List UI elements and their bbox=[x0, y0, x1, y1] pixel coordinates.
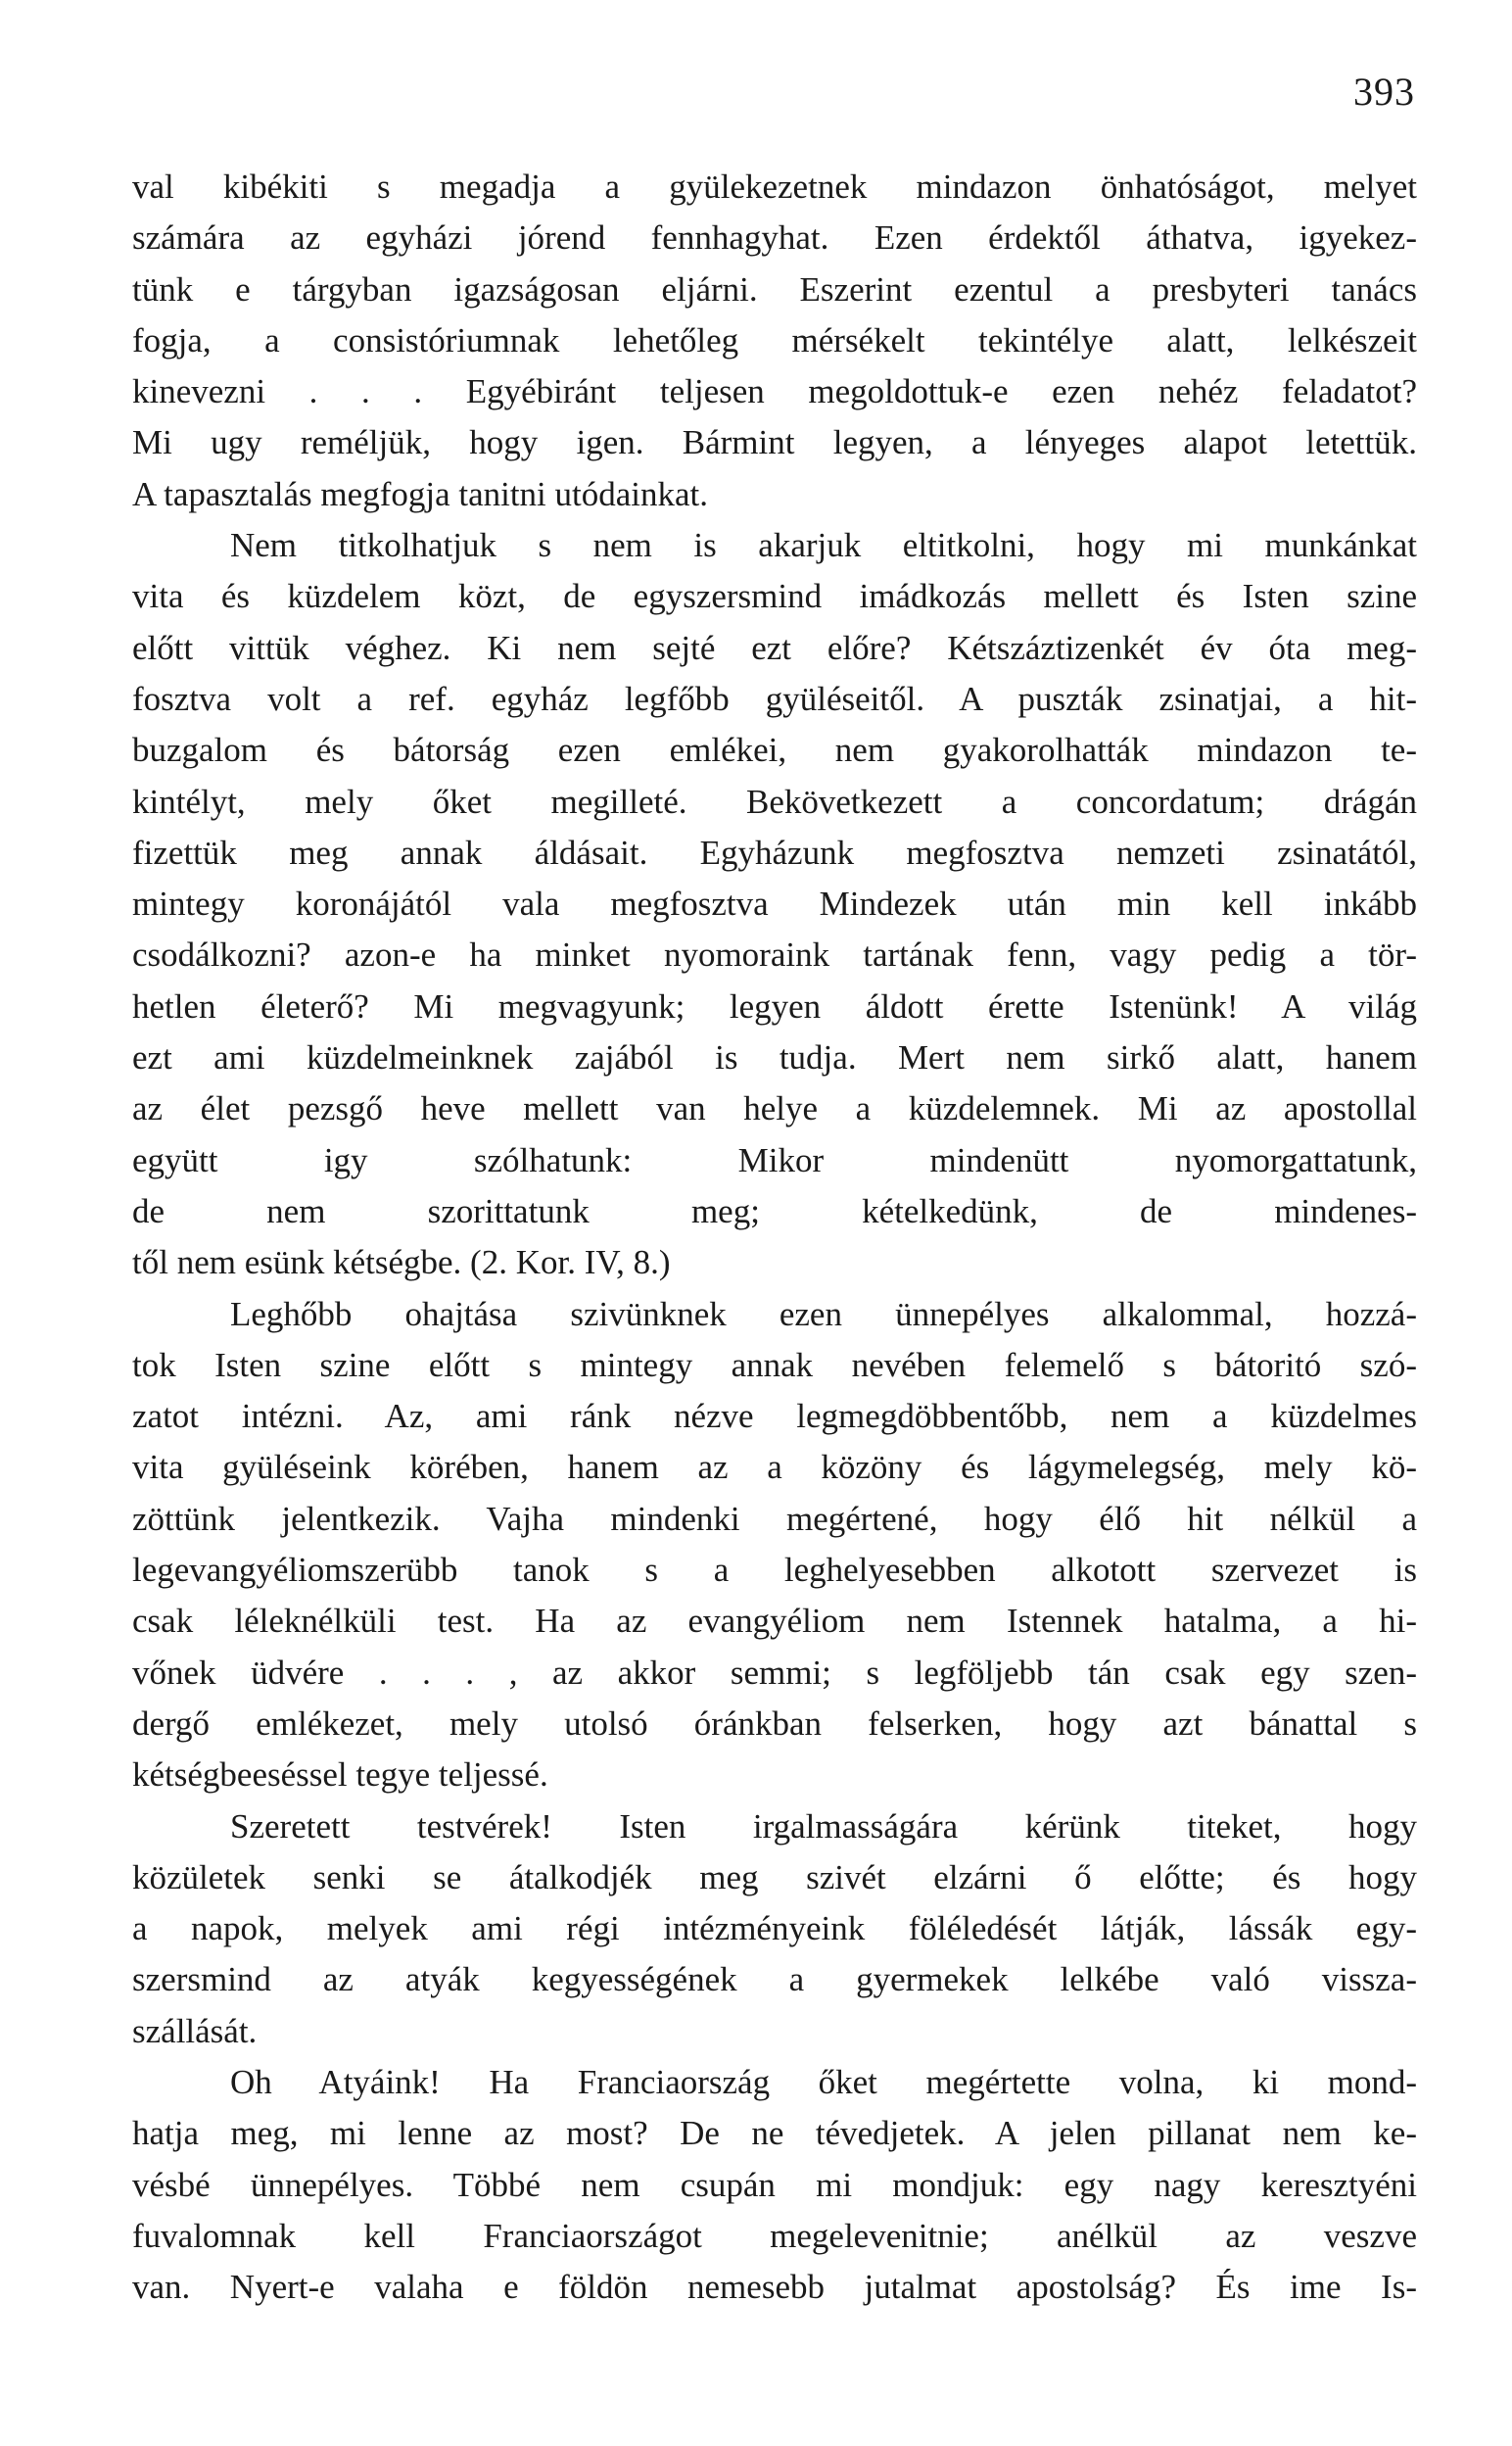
text-line: vita és küzdelem közt, de egyszersmind imádkozás mellett és Isten szine bbox=[132, 577, 1417, 616]
text-line: vita gyüléseink körében, hanem az a közöny és lágymelegség, mely kö- bbox=[132, 1448, 1417, 1487]
text-line: legevangyéliomszerübb tanok s a leghelyesebben alkotott szervezet is bbox=[132, 1551, 1417, 1590]
paragraph-start: Oh Atyáink! Ha Franciaország őket megértette volna, ki mond- bbox=[230, 2062, 1417, 2101]
text-line: fuvalomnak kell Franciaországot megelevenitnie; anélkül az veszve bbox=[132, 2216, 1417, 2255]
text-line: kinevezni . . . Egyébiránt teljesen megoldottuk-e ezen nehéz feladatot? bbox=[132, 372, 1417, 411]
text-line: szállását. bbox=[132, 2011, 258, 2050]
text-line: kétségbeeséssel tegye teljessé. bbox=[132, 1755, 548, 1795]
text-line: az élet pezsgő heve mellett van helye a küzdelemnek. Mi az apostollal bbox=[132, 1089, 1417, 1128]
text-line: val kibékiti s megadja a gyülekezetnek mindazon önhatóságot, melyet bbox=[132, 168, 1417, 206]
text-line: től nem esünk kétségbe. (2. Kor. IV, 8.) bbox=[132, 1243, 671, 1282]
text-line: de nem szorittatunk meg; kételkedünk, de mindenes- bbox=[132, 1191, 1417, 1230]
text-line: fogja, a consistóriumnak lehetőleg mérsékelt tekintélye alatt, lelkészeit bbox=[132, 320, 1417, 360]
text-line: A tapasztalás megfogja tanitni utódainkat. bbox=[132, 474, 709, 513]
text-line: számára az egyházi jórend fennhagyhat. Ezen érdektől áthatva, igyekez- bbox=[132, 218, 1417, 258]
text-line: vőnek üdvére . . . , az akkor semmi; s legföljebb tán csak egy szen- bbox=[132, 1653, 1417, 1692]
text-line: csodálkozni? azon-e ha minket nyomoraink tartának fenn, vagy pedig a tör- bbox=[132, 935, 1417, 975]
text-line: együtt igy szólhatunk: Mikor mindenütt nyomorgattatunk, bbox=[132, 1140, 1417, 1179]
text-line: mintegy koronájától vala megfosztva Mindezek után min kell inkább bbox=[132, 885, 1417, 924]
text-line: vésbé ünnepélyes. Többé nem csupán mi mondjuk: egy nagy keresztyéni bbox=[132, 2165, 1417, 2204]
text-line: tünk e tárgyban igazságosan eljárni. Eszerint ezentul a presbyteri tanács bbox=[132, 269, 1417, 309]
paragraph-start: Szeretett testvérek! Isten irgalmasságára kérünk titeket, hogy bbox=[230, 1806, 1417, 1846]
text-line: hetlen életerő? Mi megvagyunk; legyen áldott érette Istenünk! A világ bbox=[132, 986, 1417, 1026]
paragraph-start: Leghőbb ohajtása szivünknek ezen ünnepélyes alkalommal, hozzá- bbox=[230, 1294, 1417, 1333]
text-line: zöttünk jelentkezik. Vajha mindenki megértené, hogy élő hit nélkül a bbox=[132, 1499, 1417, 1538]
page-number: 393 bbox=[1353, 70, 1415, 114]
text-line: fosztva volt a ref. egyház legfőbb gyüléseitől. A puszták zsinatjai, a hit- bbox=[132, 679, 1417, 718]
text-line: ezt ami küzdelmeinknek zajából is tudja. Mert nem sirkő alatt, hanem bbox=[132, 1038, 1417, 1078]
text-line: hatja meg, mi lenne az most? De ne tévedjetek. A jelen pillanat nem ke- bbox=[132, 2114, 1417, 2153]
text-line: buzgalom és bátorság ezen emlékei, nem gyakorolhatták mindazon te- bbox=[132, 731, 1417, 770]
text-line: előtt vittük véghez. Ki nem sejté ezt előre? Kétszáztizenkét év óta meg- bbox=[132, 628, 1417, 667]
paragraph-start: Nem titkolhatjuk s nem is akarjuk eltitkolni, hogy mi munkánkat bbox=[230, 526, 1417, 565]
text-line: fizettük meg annak áldásait. Egyházunk megfosztva nemzeti zsinatától, bbox=[132, 833, 1417, 872]
text-line: közületek senki se átalkodjék meg szivét elzárni ő előtte; és hogy bbox=[132, 1857, 1417, 1896]
text-line: dergő emlékezet, mely utolsó óránkban felserken, hogy azt bánattal s bbox=[132, 1703, 1417, 1743]
text-line: tok Isten szine előtt s mintegy annak nevében felemelő s bátoritó szó- bbox=[132, 1345, 1417, 1384]
text-line: csak léleknélküli test. Ha az evangyéliom nem Istennek hatalma, a hi- bbox=[132, 1602, 1417, 1641]
body-text bbox=[132, 162, 1417, 2313]
text-line: a napok, melyek ami régi intézményeink föléledését látják, lássák egy- bbox=[132, 1909, 1417, 1948]
text-line: szersmind az atyák kegyességének a gyermekek lelkébe való vissza- bbox=[132, 1960, 1417, 1999]
text-line: Mi ugy reméljük, hogy igen. Bármint legyen, a lényeges alapot letettük. bbox=[132, 423, 1417, 462]
text-line: van. Nyert-e valaha e földön nemesebb jutalmat apostolság? És ime Is- bbox=[132, 2268, 1417, 2307]
text-line: zatot intézni. Az, ami ránk nézve legmegdöbbentőbb, nem a küzdelmes bbox=[132, 1397, 1417, 1436]
text-line: kintélyt, mely őket megilleté. Bekövetkezett a concordatum; drágán bbox=[132, 782, 1417, 821]
